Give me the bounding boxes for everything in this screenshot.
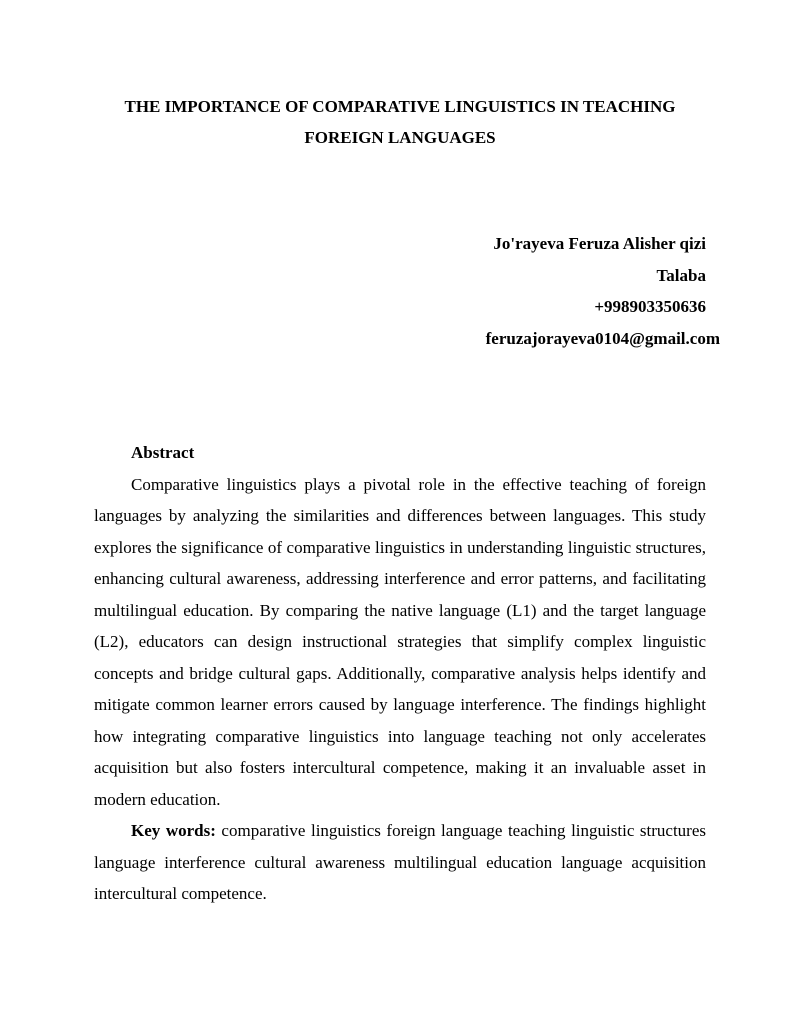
author-email: feruzajorayeva0104@gmail.com (485, 328, 720, 348)
abstract-section (94, 437, 706, 910)
author-role: Talaba (656, 265, 706, 285)
paper-title-line-1: THE IMPORTANCE OF COMPARATIVE LINGUISTICS IN TEACHING (124, 97, 676, 116)
abstract-heading: Abstract (131, 443, 195, 462)
author-name: Jo'rayeva Feruza Alisher qizi (493, 234, 706, 253)
paper-title (60, 91, 740, 153)
keywords-label: Key words: (131, 821, 216, 840)
paper-title-line-2: FOREIGN LANGUAGES (304, 128, 496, 147)
author-phone: +998903350636 (594, 297, 706, 316)
abstract-text: Comparative linguistics plays a pivotal role in the effective teaching of foreign languages by analyzing the similarities and differences between languages. This study explores the significance of comparative linguistics in understanding linguistic structures, enhancing cultural awareness, addressing interference and error patterns, and facilitating multilingual education. By comparing the native language (L1) and the target language (L2), educators can design instructional strategies that simplify complex linguistic concepts and bridge cultural gaps. Additionally, comparative analysis helps identify and mitigate common learner errors caused by language interference. The findings highlight how integrating comparative linguistics into language teaching not only accelerates acquisition but also fosters intercultural competence, making it an invaluable asset in modern education. (94, 474, 706, 809)
author-block (485, 228, 720, 354)
keywords-paragraph (94, 815, 706, 910)
keywords-text: comparative linguistics foreign language teaching linguistic structures language interference cultural awareness multilingual education language acquisition intercultural competence. (94, 821, 706, 903)
